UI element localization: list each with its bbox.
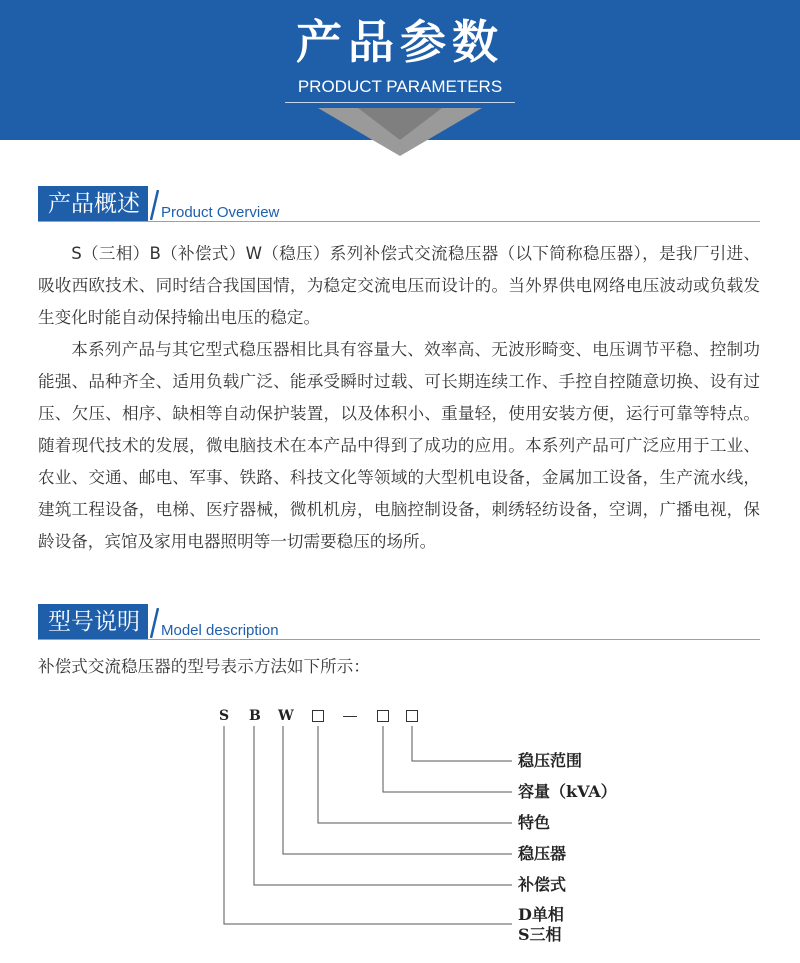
banner-title: 产品参数: [296, 15, 504, 69]
model-section-header: [38, 604, 760, 640]
code-box-feature: [312, 710, 324, 722]
banner-divider: [285, 102, 515, 103]
overview-section-title-en: Product Overview: [161, 204, 280, 221]
code-letter-s: S: [219, 708, 230, 724]
overview-body: [38, 238, 760, 558]
code-box-capacity: [377, 710, 389, 722]
title-slash-icon: [150, 608, 159, 638]
label-regulator: 稳压器: [518, 844, 567, 863]
model-section-title-en: Model description: [161, 622, 279, 639]
model-section-title: 型号说明: [38, 604, 148, 640]
section-divider: [38, 221, 760, 222]
title-slash-icon: [150, 190, 159, 220]
overview-section-title: 产品概述: [38, 186, 148, 222]
label-feature: 特色: [518, 813, 551, 832]
code-dash: [343, 716, 357, 717]
label-single-phase: D单相: [518, 905, 564, 924]
label-three-phase: S三相: [518, 925, 562, 944]
label-voltage-range: 稳压范围: [518, 751, 583, 770]
overview-paragraph: S（三相）B（补偿式）W（稳压）系列补偿式交流稳压器（以下简称稳压器），是我厂引进、吸收西欧技术、同时结合我国国情，为稳定交流电压而设计的。当外界供电网络电压波动或负载发生变化时能自动保持输出电压的稳定。: [38, 244, 760, 327]
label-capacity: 容量（kVA）: [518, 782, 617, 801]
label-compensation: 补偿式: [518, 875, 567, 894]
code-box-range: [406, 710, 418, 722]
code-letter-w: W: [278, 708, 294, 724]
overview-section-header: [38, 186, 760, 222]
banner-notch-arrow: [318, 108, 482, 158]
section-divider: [38, 639, 760, 640]
overview-paragraph: 本系列产品与其它型式稳压器相比具有容量大、效率高、无波形畸变、电压调节平稳、控制功能强、品种齐全、适用负载广泛、能承受瞬时过载、可长期连续工作、手控自控随意切换、设有过压、欠压、相序、缺相等自动保护装置，以及体积小、重量轻，使用安装方便，运行可靠等特点。随着现代技术的发展，微电脑技术在本产品中得到了成功的应用。本系列产品可广泛应用于工业、农业、交通、邮电、军事、铁路、科技文化等领域的大型机电设备，金属加工设备，生产流水线，建筑工程设备，电梯、医疗器械，微机机房，电脑控制设备，刺绣轻纺设备，空调，广播电视，保龄设备，宾馆及家用电器照明等一切需要稳压的场所。: [38, 340, 760, 551]
banner-subtitle: PRODUCT PARAMETERS: [297, 77, 503, 96]
diagram-leader-lines: [200, 700, 650, 960]
code-letter-b: B: [249, 708, 261, 724]
model-code-diagram: [200, 700, 650, 960]
model-intro-text: 补偿式交流稳压器的型号表示方法如下所示：: [38, 657, 370, 676]
